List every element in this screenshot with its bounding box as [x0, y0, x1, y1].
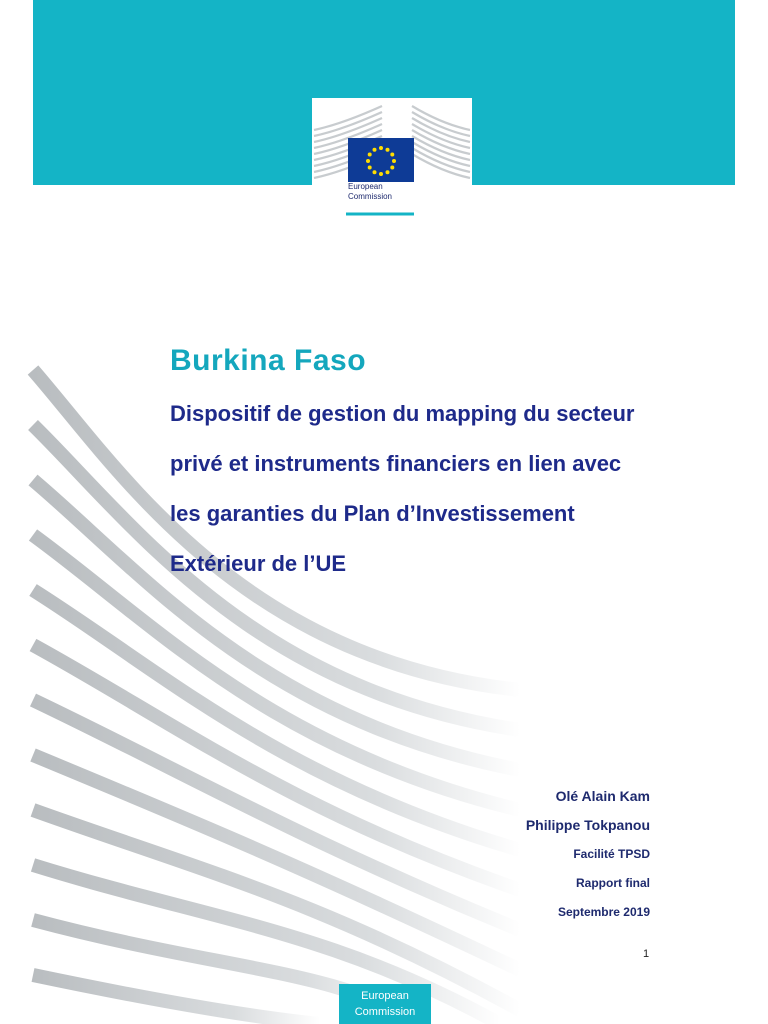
author-name: Philippe Tokpanou	[525, 817, 650, 833]
subtitle-line: Dispositif de gestion du mapping du secteur	[170, 401, 635, 426]
page-number: 1	[643, 948, 650, 960]
logo-text-line2: Commission	[348, 192, 393, 201]
footer-logo-box	[339, 984, 431, 1024]
footer-line1: European	[361, 990, 409, 1002]
logo-text	[348, 182, 422, 202]
footer-line2: Commission	[354, 1006, 416, 1018]
author-block	[526, 784, 650, 929]
report-date: Septembre 2019	[557, 905, 650, 919]
subtitle-line: Extérieur de l’UE	[170, 551, 347, 576]
subtitle-line: privé et instruments financiers en lien avec	[170, 451, 622, 476]
author-name: Olé Alain Kam	[555, 788, 650, 804]
logo-text-line1: European	[348, 182, 383, 191]
subtitle-line: les garanties du Plan d’Investissement	[170, 501, 575, 526]
page-title: Burkina Faso	[170, 344, 367, 377]
document-subtitle	[170, 396, 690, 596]
eu-flag-icon	[348, 138, 414, 182]
european-commission-logo	[312, 98, 472, 216]
report-type: Rapport final	[576, 876, 650, 890]
facility-label: Facilité TPSD	[573, 847, 650, 861]
